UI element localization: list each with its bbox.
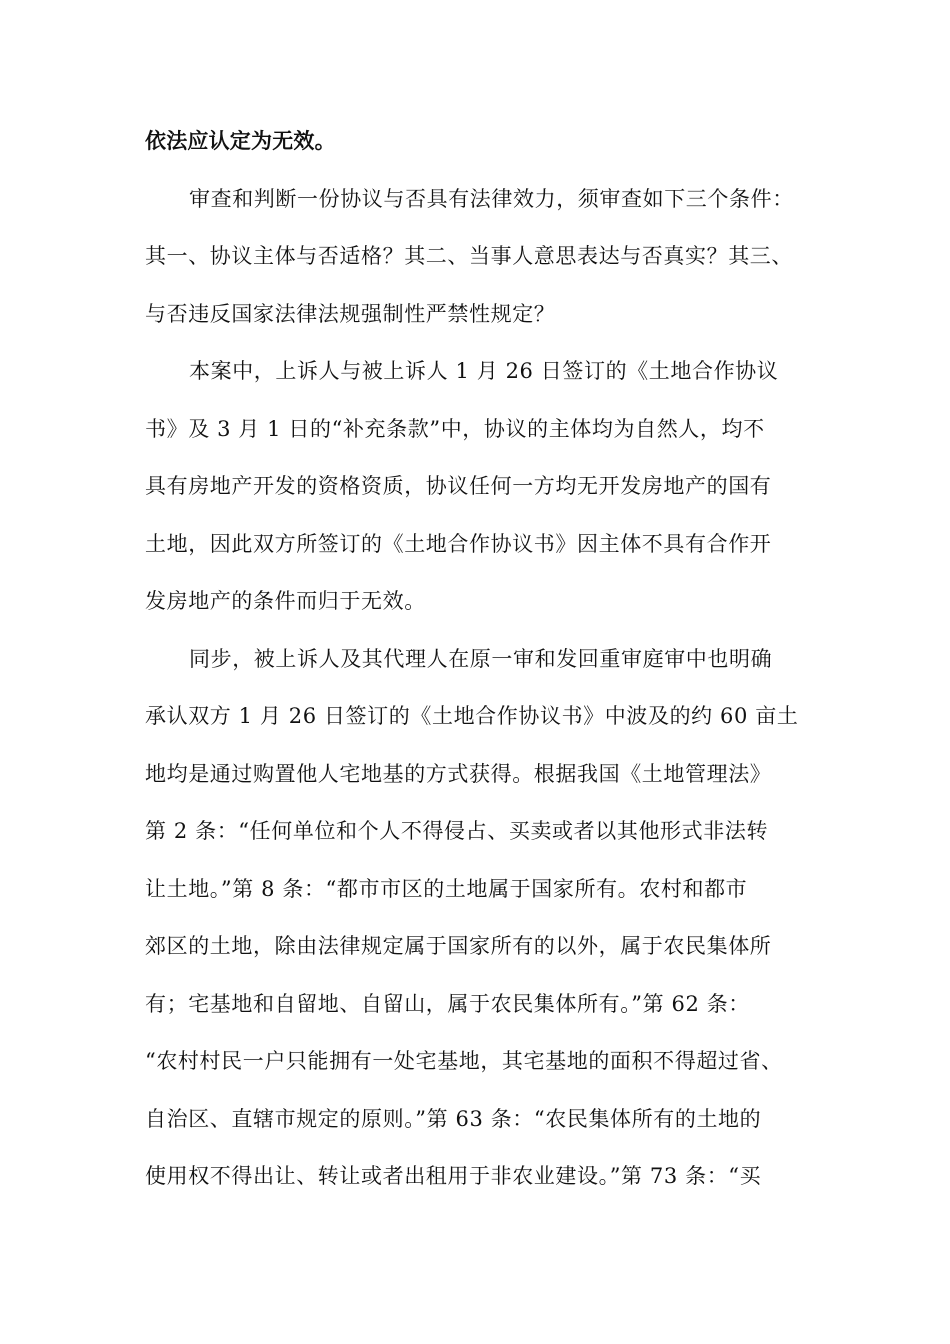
paragraph-line: 土地，因此双方所签订的《土地合作协议书》因主体不具有合作开 [145, 531, 772, 556]
paragraph-line: 第 2 条：“任何单位和个人不得侵占、买卖或者以其他形式非法转 [145, 819, 769, 843]
paragraph-line: 发房地产的条件而归于无效。 [145, 589, 426, 613]
paragraph-line: 书》及 3 月 1 日的“补充条款”中，协议的主体均为自然人，均不 [145, 416, 765, 441]
paragraph-line: “农村村民一户只能拥有一处宅基地，其宅基地的面积不得超过省、 [145, 1049, 783, 1073]
paragraph-line: 与否违反国家法律法规强制性严禁性规定？ [145, 301, 556, 326]
paragraph-line: 有；宅基地和自留地、自留山，属于农民集体所有。”第 62 条： [145, 991, 750, 1016]
paragraph-line: 郊区的土地，除由法律规定属于国家所有的以外，属于农民集体所 [145, 934, 772, 958]
paragraph-line: 承认双方 1 月 26 日签订的《土地合作协议书》中波及的约 60 亩土 [145, 704, 799, 728]
paragraph-line: 本案中，上诉人与被上诉人 1 月 26 日签订的《土地合作协议 [189, 359, 779, 383]
paragraph-line: 同步，被上诉人及其代理人在原一审和发回重审庭审中也明确 [189, 646, 773, 671]
paragraph-line: 让土地。”第 8 条：“都市市区的土地属于国家所有。农村和都市 [145, 876, 748, 901]
paragraph-line: 其一、协议主体与否适格？其二、当事人意思表达与否真实？其三、 [145, 244, 793, 268]
paragraph-line: 具有房地产开发的资格资质，协议任何一方均无开发房地产的国有 [145, 474, 772, 498]
paragraph-line: 审查和判断一份协议与否具有法律效力，须审查如下三个条件： [189, 186, 794, 211]
paragraph-line: 地均是通过购置他人宅地基的方式获得。根据我国《土地管理法》 [145, 761, 772, 786]
paragraph-line: 自治区、直辖市规定的原则。”第 63 条：“农民集体所有的土地的 [145, 1106, 762, 1131]
document-body [145, 113, 815, 1206]
paragraph-line: 使用权不得出让、转让或者出租用于非农业建设。”第 73 条：“买 [145, 1164, 762, 1188]
paragraph-line: 依法应认定为无效。 [145, 129, 336, 153]
